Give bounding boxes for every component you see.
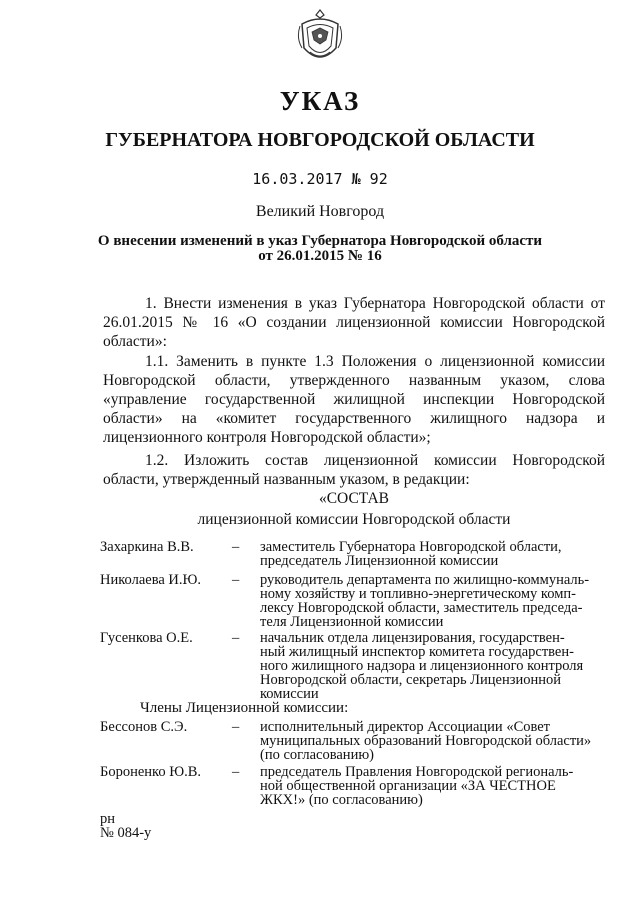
paragraph-text: 1.2. Изложить состав лицензионной комиссии Новгородской области, утвержденный названным указом, в редакции: (103, 452, 605, 488)
member-dash: – (232, 539, 240, 555)
member-name: Гусенкова О.Е. (100, 630, 193, 646)
member-name: Бессонов С.Э. (100, 719, 188, 735)
member-role (260, 720, 605, 762)
document-title: УКАЗ (279, 86, 361, 116)
paragraph-1-2 (103, 451, 605, 489)
role-line: лексу Новгородской области, заместитель председа- (260, 600, 583, 616)
paragraph-text: 1. Внести изменения в указ Губернатора Новгородской области от 26.01.2015 № 16 «О создании лицензионной комиссии Новгородской области»: (103, 295, 605, 350)
role-line: заместитель Губернатора Новгородской области, (260, 539, 562, 555)
paragraph-1-1 (103, 352, 605, 447)
member-role (260, 765, 605, 807)
member-dash: – (232, 572, 240, 588)
role-line: Новгородской области, секретарь Лицензионной (260, 672, 561, 688)
coat-of-arms-icon (296, 8, 344, 68)
footer-line: рн (100, 811, 116, 827)
paragraph-1 (103, 294, 605, 351)
composition-subtitle: лицензионной комиссии Новгородской области (197, 511, 511, 528)
member-dash: – (232, 764, 240, 780)
role-line: ной общественной организации «ЗА ЧЕСТНОЕ (260, 778, 556, 794)
member-name: Николаева И.Ю. (100, 572, 202, 588)
date-number: 16.03.2017 № 92 (252, 170, 388, 188)
footer-line: № 084-у (100, 825, 152, 841)
role-line: исполнительный директор Ассоциации «Совет (260, 719, 551, 735)
members-label: Члены Лицензионной комиссии: (140, 700, 349, 716)
role-line: ному хозяйству и топливно-энергетическому комп- (260, 586, 576, 602)
document-subtitle: ГУБЕРНАТОРА НОВГОРОДСКОЙ ОБЛАСТИ (105, 129, 535, 151)
heading-line: О внесении изменений в указ Губернатора Новгородской области (97, 233, 543, 249)
role-line: руководитель департамента по жилищно-коммуналь- (260, 572, 590, 588)
decree-heading (80, 234, 560, 264)
role-line: ный жилищный инспектор комитета государствен- (260, 644, 574, 660)
member-role (260, 631, 605, 701)
member-dash: – (232, 630, 240, 646)
role-line: ЖКХ!» (по согласованию) (260, 792, 423, 808)
paragraph-text: 1.1. Заменить в пункте 1.3 Положения о лицензионной комиссии Новгородской области, утвержденного названным указом, слова «управление государственной жилищной инспекции Новгородской области» на «комитет государственного жилищного надзора и лицензионного контроля Новгородской области»; (103, 353, 605, 446)
member-role (260, 573, 605, 629)
role-line: муниципальных образований Новгородской области» (260, 733, 592, 749)
role-line: комиссии (260, 686, 319, 702)
member-dash: – (232, 719, 240, 735)
role-line: (по согласованию) (260, 747, 374, 763)
role-line: ного жилищного надзора и лицензионного контроля (260, 658, 584, 674)
member-role (260, 540, 605, 568)
role-line: теля Лицензионной комиссии (260, 614, 444, 630)
composition-title: «СОСТАВ (318, 490, 390, 507)
heading-line: от 26.01.2015 № 16 (258, 248, 382, 264)
role-line: председатель Лицензионной комиссии (260, 553, 499, 569)
city: Великий Новгород (255, 203, 385, 220)
member-name: Бороненко Ю.В. (100, 764, 202, 780)
role-line: председатель Правления Новгородской региональ- (260, 764, 574, 780)
member-name: Захаркина В.В. (100, 539, 194, 555)
role-line: начальник отдела лицензирования, государствен- (260, 630, 565, 646)
footer-code (100, 812, 151, 840)
